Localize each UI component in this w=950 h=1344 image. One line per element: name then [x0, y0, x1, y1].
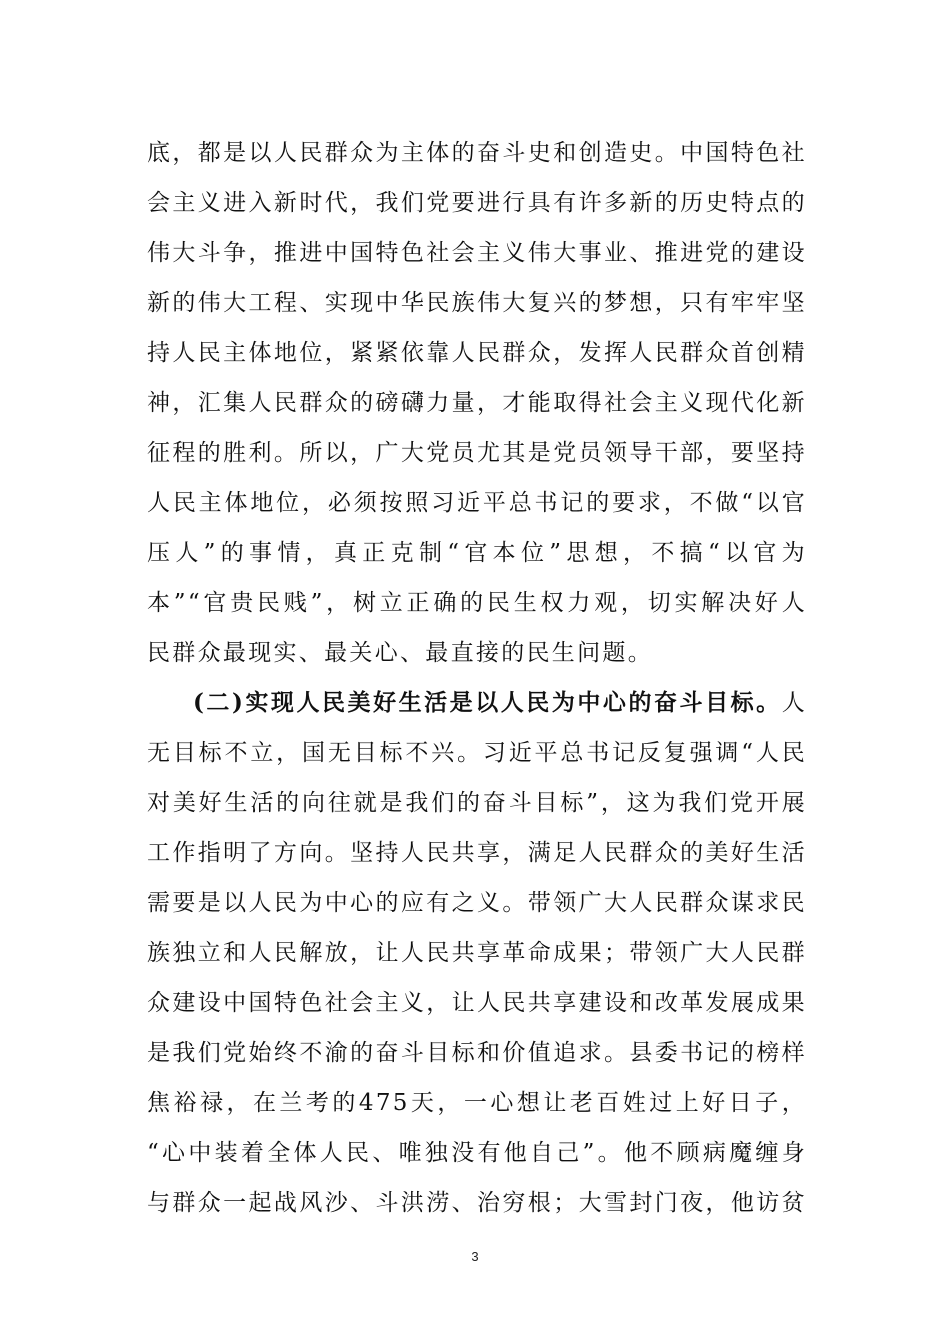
- paragraph-line: 需要是以人民为中心的应有之义。带领广大人民群众谋求民: [147, 890, 807, 916]
- paragraph-line: “心中装着全体人民、唯独没有他自己”。他不顾病魔缠身: [147, 1140, 807, 1166]
- section-heading-line: [147, 678, 807, 728]
- paragraph-line: 底，都是以人民群众为主体的奋斗史和创造史。中国特色社: [147, 140, 807, 166]
- paragraph-line: 持人民主体地位，紧紧依靠人民群众，发挥人民群众首创精: [147, 340, 807, 366]
- paragraph-line: 神，汇集人民群众的磅礴力量，才能取得社会主义现代化新: [147, 390, 807, 416]
- paragraph-line: 新的伟大工程、实现中华民族伟大复兴的梦想，只有牢牢坚: [147, 290, 807, 316]
- paragraph-line: 族独立和人民解放，让人民共享革命成果；带领广大人民群: [147, 940, 807, 966]
- paragraph-line: 焦裕禄，在兰考的475天，一心想让老百姓过上好日子，: [147, 1090, 807, 1116]
- paragraph-line: 征程的胜利。所以，广大党员尤其是党员领导干部，要坚持: [147, 440, 807, 466]
- paragraph-line: 工作指明了方向。坚持人民共享，满足人民群众的美好生活: [147, 840, 807, 866]
- paragraph-line: 与群众一起战风沙、斗洪涝、治穷根；大雪封门夜，他访贫: [147, 1190, 807, 1216]
- section-heading: (二)实现人民美好生活是以人民为中心的奋斗目标。: [193, 689, 782, 716]
- paragraph-line: 无目标不立，国无目标不兴。习近平总书记反复强调“人民: [147, 740, 807, 766]
- paragraph-line: 会主义进入新时代，我们党要进行具有许多新的历史特点的: [147, 190, 807, 216]
- paragraph-line: 是我们党始终不渝的奋斗目标和价值追求。县委书记的榜样: [147, 1040, 807, 1066]
- paragraph-line: 本”“官贵民贱”，树立正确的民生权力观，切实解决好人: [147, 590, 807, 616]
- paragraph-line: 对美好生活的向往就是我们的奋斗目标”，这为我们党开展: [147, 790, 807, 816]
- body-text: [147, 128, 807, 1228]
- paragraph-line: 压人”的事情，真正克制“官本位”思想，不搞“以官为: [147, 540, 807, 566]
- section-line-rest: 人: [781, 690, 807, 716]
- paragraph-line: 伟大斗争，推进中国特色社会主义伟大事业、推进党的建设: [147, 240, 807, 266]
- paragraph-line: 众建设中国特色社会主义，让人民共享建设和改革发展成果: [147, 990, 807, 1016]
- paragraph-line: 民群众最现实、最关心、最直接的民生问题。: [147, 640, 653, 666]
- page-number: 3: [471, 1249, 479, 1264]
- paragraph-line: 人民主体地位，必须按照习近平总书记的要求，不做“以官: [147, 490, 807, 516]
